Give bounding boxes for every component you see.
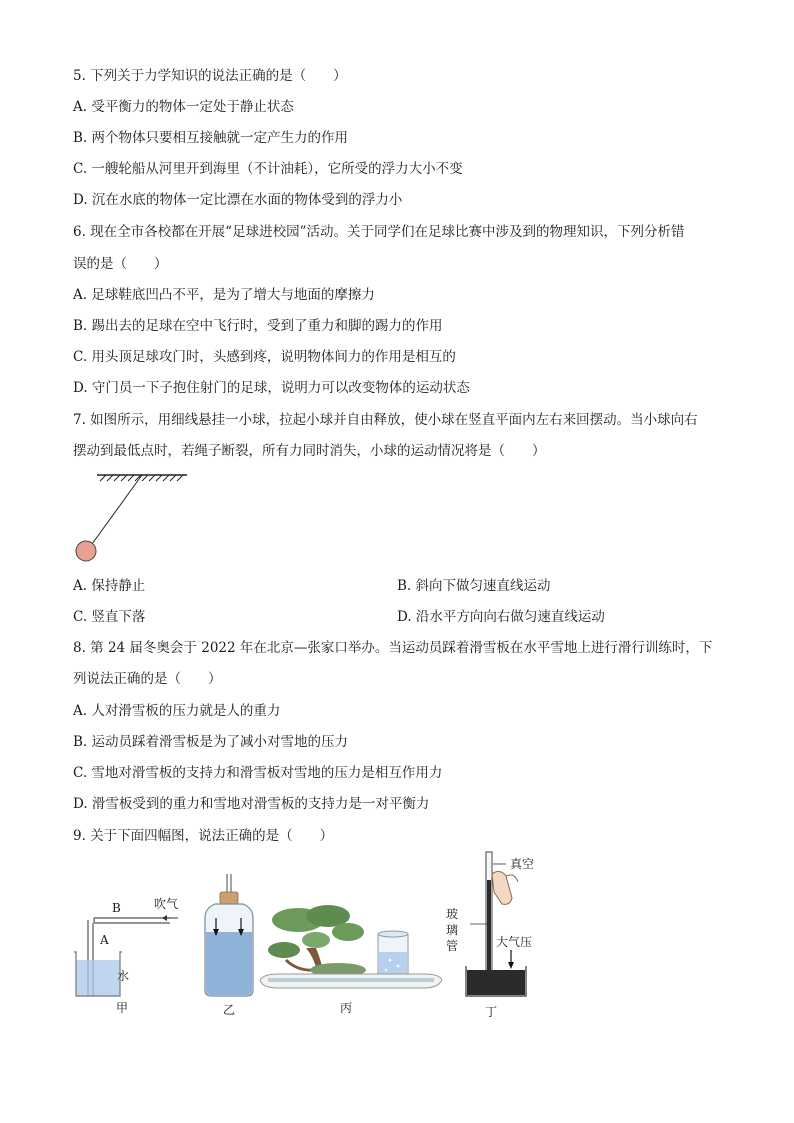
label-water: 水 [117, 969, 130, 983]
q7-option-d: D. 沿水平方向向右做匀速直线运动 [397, 609, 605, 625]
figure-yi [195, 870, 265, 1020]
q5-option-d: D. 沉在水底的物体一定比漂在水面的物体受到的浮力小 [73, 192, 403, 208]
q7-option-a: A. 保持静止 [73, 578, 146, 594]
q6-option-b: B. 踢出去的足球在空中飞行时，受到了重力和脚的踢力的作用 [73, 318, 443, 334]
label-glass-2: 璃 [446, 923, 459, 937]
q7-stem-line2: 摆动到最低点时，若绳子断裂，所有力同时消失，小球的运动情况将是（ ） [73, 443, 546, 459]
label-a: A [100, 933, 109, 947]
q6-stem-line1: 6. 现在全市各校都在开展“足球进校园”活动。关于同学们在足球比赛中涉及到的物理知识，下列分析错 [73, 224, 685, 240]
q5-stem: 5. 下列关于力学知识的说法正确的是（ ） [73, 68, 347, 84]
label-glass-1: 玻 [446, 907, 459, 921]
label-b: B [112, 901, 121, 915]
q8-option-b: B. 运动员踩着滑雪板是为了减小对雪地的压力 [73, 734, 349, 750]
label-vacuum: 真空 [510, 857, 535, 871]
caption-yi: 乙 [223, 1003, 236, 1017]
q5-option-b: B. 两个物体只要相互接触就一定产生力的作用 [73, 130, 349, 146]
caption-ding: 丁 [485, 1005, 498, 1019]
q8-option-a: A. 人对滑雪板的压力就是人的重力 [73, 703, 281, 719]
q6-option-a: A. 足球鞋底凹凸不平，是为了增大与地面的摩擦力 [73, 287, 375, 303]
q7-option-b: B. 斜向下做匀速直线运动 [397, 578, 551, 594]
label-atmospheric-pressure: 大气压 [496, 935, 533, 949]
figure-ding [440, 846, 560, 1021]
q6-stem-line2: 误的是（ ） [73, 256, 168, 272]
caption-bing: 丙 [340, 1001, 353, 1015]
label-glass-3: 管 [446, 939, 459, 953]
label-blow: 吹气 [154, 897, 179, 911]
q7-option-c: C. 竖直下落 [73, 609, 146, 625]
q9-stem: 9. 关于下面四幅图，说法正确的是（ ） [73, 828, 334, 844]
q6-option-c: C. 用头顶足球攻门时，头感到疼，说明物体间力的作用是相互的 [73, 349, 456, 365]
q8-stem-line1: 8. 第 24 届冬奥会于 2022 年在北京—张家口举办。当运动员踩着滑雪板在水平雪地上进行滑行训练时，下 [73, 640, 713, 656]
q5-option-a: A. 受平衡力的物体一定处于静止状态 [73, 99, 294, 115]
figure-jia [70, 890, 190, 1020]
q8-stem-line2: 列说法正确的是（ ） [73, 671, 222, 687]
figure-bing [258, 900, 444, 1020]
pendulum-figure [72, 470, 192, 570]
q5-option-c: C. 一艘轮船从河里开到海里（不计油耗），它所受的浮力大小不变 [73, 161, 463, 177]
caption-jia: 甲 [116, 1001, 129, 1015]
q8-option-c: C. 雪地对滑雪板的支持力和滑雪板对雪地的压力是相互作用力 [73, 765, 443, 781]
q7-stem-line1: 7. 如图所示，用细线悬挂一小球，拉起小球并自由释放，使小球在竖直平面内左右来回摆动。当小球向右 [73, 412, 698, 428]
q6-option-d: D. 守门员一下子抱住射门的足球，说明力可以改变物体的运动状态 [73, 380, 470, 396]
q8-option-d: D. 滑雪板受到的重力和雪地对滑雪板的支持力是一对平衡力 [73, 796, 430, 812]
